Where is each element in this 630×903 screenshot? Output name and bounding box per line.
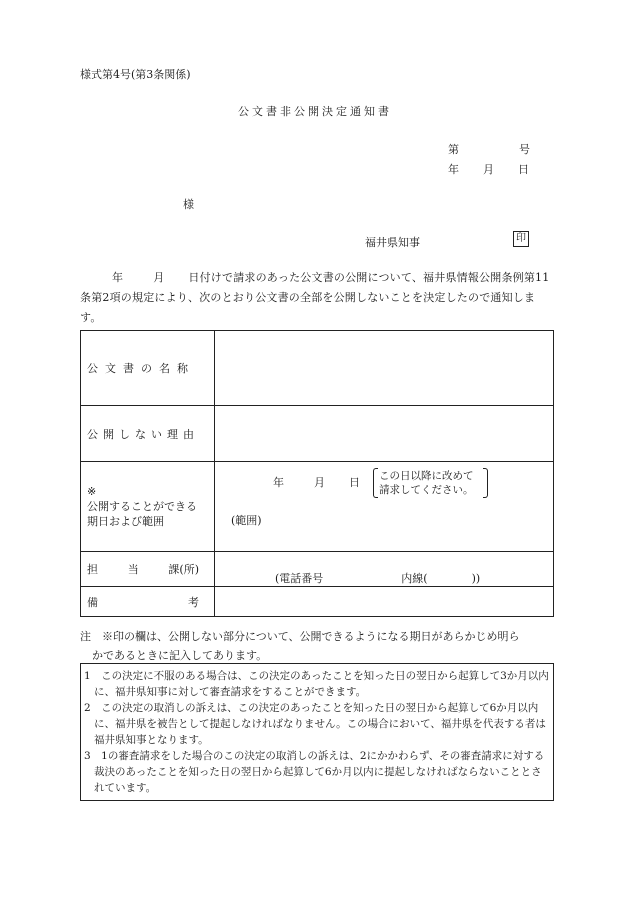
disclosure-label-line1: 公開することができる (87, 500, 197, 513)
table-row (81, 406, 554, 462)
date-month: 月 (483, 163, 494, 176)
document-number (448, 141, 530, 157)
number-suffix: 号 (519, 143, 530, 156)
document-title: 公文書非公開決定通知書 (238, 105, 392, 118)
intro-text: 日付けで請求のあった公文書の公開について、福井県情報公開条例第11条第2項の規定により、次のとおり公文書の全部を公開しないことを決定したので通知します。 (80, 271, 550, 324)
document-name-field[interactable] (215, 331, 554, 406)
document-date (448, 161, 529, 177)
footnote-line2: かであるときに記入してあります。 (92, 649, 268, 662)
remedy-item: 2 この決定の取消しの訴えは、この決定のあったことを知った日の翌日から起算して6か月以内に、福井県を被告として提起しなければなりません。この場合において、福井県を代表する者は福井県知事となります。 (84, 702, 546, 746)
document-name-label: 公文書の名称 (81, 331, 215, 406)
intro-month: 月 (153, 271, 165, 284)
remarks-label: 備 考 (81, 587, 215, 617)
number-prefix: 第 (448, 143, 459, 156)
extension-label: 内線( (401, 572, 428, 585)
disclosure-date (273, 474, 360, 490)
footnote-line1: 注 ※印の欄は、公開しない部分について、公開できるようになる期日があらかじめ明ら (80, 630, 520, 643)
range-label: (範囲) (231, 514, 262, 527)
disclosure-day: 日 (349, 476, 360, 489)
date-year: 年 (448, 163, 459, 176)
disclosure-date-field[interactable] (215, 462, 554, 552)
disclosure-month: 月 (314, 476, 325, 489)
disclosure-year: 年 (273, 476, 284, 489)
table-row (81, 331, 554, 406)
recipient-salutation: 様 (183, 198, 194, 211)
form-number-label: 様式第4号(第3条関係) (80, 68, 191, 81)
reapply-note-line2: 請求してください。 (379, 484, 474, 496)
decision-table (80, 330, 554, 617)
disclosure-date-label (81, 462, 215, 552)
asterisk-mark: ※ (87, 485, 97, 498)
remedy-notice-box (80, 663, 554, 801)
disclosure-label-line2: 期日および範囲 (87, 515, 164, 528)
reason-label: 公開しない理由 (81, 406, 215, 462)
date-day: 日 (518, 163, 529, 176)
footnote (80, 627, 560, 665)
issuer-name: 福井県知事 (365, 236, 420, 249)
section-label: 担 当 課(所) (81, 552, 215, 587)
phone-info: (電話番号 内線( )) (275, 572, 481, 585)
seal-mark: 印 (513, 231, 529, 247)
reapply-note-line1: この日以降に改めて (379, 470, 474, 482)
remedy-item: 3 1の審査請求をした場合のこの決定の取消しの訴えは、2にかかわらず、その審査請求に対する裁決のあったことを知った日の翌日から起算して6か月以内に提起しなければならないこととされています。 (84, 750, 545, 794)
reapply-note (373, 468, 488, 496)
remarks-field[interactable] (215, 587, 554, 617)
table-row (81, 552, 554, 587)
intro-paragraph (80, 268, 555, 328)
section-field[interactable] (215, 552, 554, 587)
phone-label: (電話番号 (275, 572, 324, 585)
table-row (81, 462, 554, 552)
reason-field[interactable] (215, 406, 554, 462)
remedy-item: 1 この決定に不服のある場合は、この決定のあったことを知った日の翌日から起算して3か月以内に、福井県知事に対して審査請求をすることができます。 (84, 670, 549, 698)
table-row (81, 587, 554, 617)
intro-year: 年 (112, 271, 124, 284)
